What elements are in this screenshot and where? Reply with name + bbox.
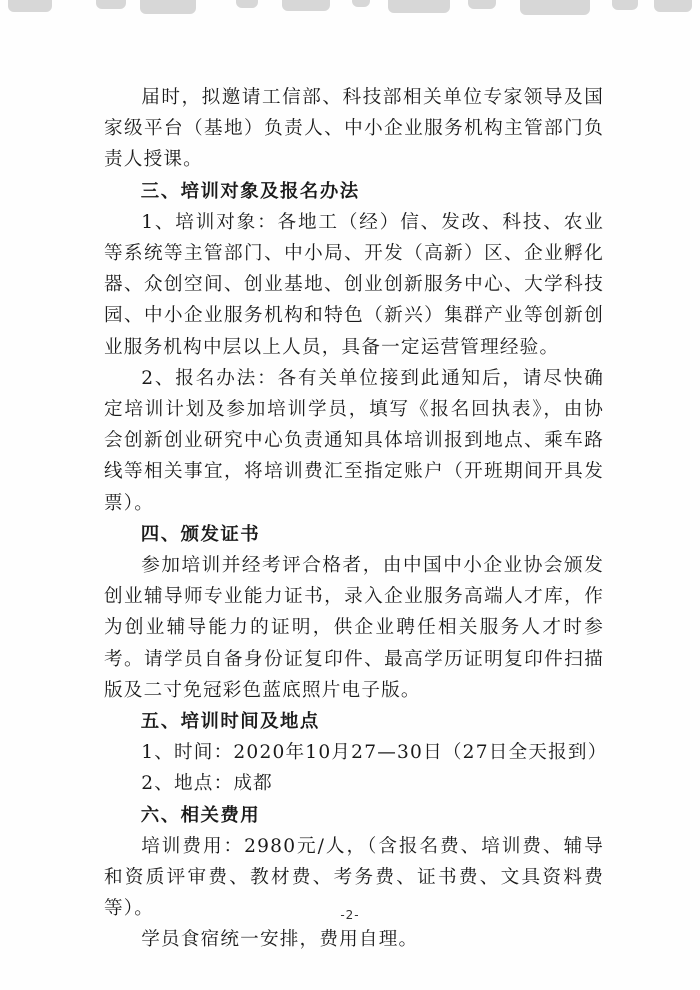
paragraph-registration: 2、报名办法：各有关单位接到此通知后，请尽快确定培训计划及参加培训学员，填写《报名回执表》，由协会创新创业研究中心负责通知具体培训报到地点、乘车路线等相关事宜，将培训费汇至指定账户（开班期间开具发票）。 [104,367,604,514]
paragraph-instructors: 届时，拟邀请工信部、科技部相关单位专家领导及国家级平台（基地）负责人、中小企业服务机构主管部门负责人授课。 [104,87,604,171]
section-heading-certificate: 四、颁发证书 [140,523,261,545]
section-heading-fees: 六、相关费用 [140,804,261,826]
paragraph-certificate: 参加培训并经考评合格者，由中国中小企业协会颁发创业辅导师专业能力证书，录入企业服务高端人才库，作为创业辅导能力的证明，供企业聘任相关服务人才时参考。请学员自备身份证复印件、最高学历证明复印件扫描版及二寸免冠彩色蓝底照片电子版。 [104,555,604,701]
paragraph-fees: 培训费用：2980元/人，（含报名费、培训费、辅导和资质评审费、教材费、考务费、证书费、文具资料费等）。 [104,835,604,920]
paragraph-time: 1、时间：2020年10月27—30日（27日全天报到） [141,742,608,764]
section-heading-trainees-registration: 三、培训对象及报名办法 [140,180,360,202]
section-heading-time-location: 五、培训时间及地点 [140,711,320,733]
scan-bleed-through [0,0,700,22]
paragraph-accommodation: 学员食宿统一安排，费用自理。 [141,929,419,951]
document-body [104,82,608,956]
page-number: -2- [340,908,360,922]
paragraph-location: 2、地点：成都 [141,773,273,795]
paragraph-trainees: 1、培训对象：各地工（经）信、发改、科技、农业等系统等主管部门、中小局、开发（高新）区、企业孵化器、众创空间、创业基地、创业创新服务中心、大学科技园、中小企业服务机构和特色（新兴）集群产业等创新创业服务机构中层以上人员，具备一定运营管理经验。 [104,211,604,358]
